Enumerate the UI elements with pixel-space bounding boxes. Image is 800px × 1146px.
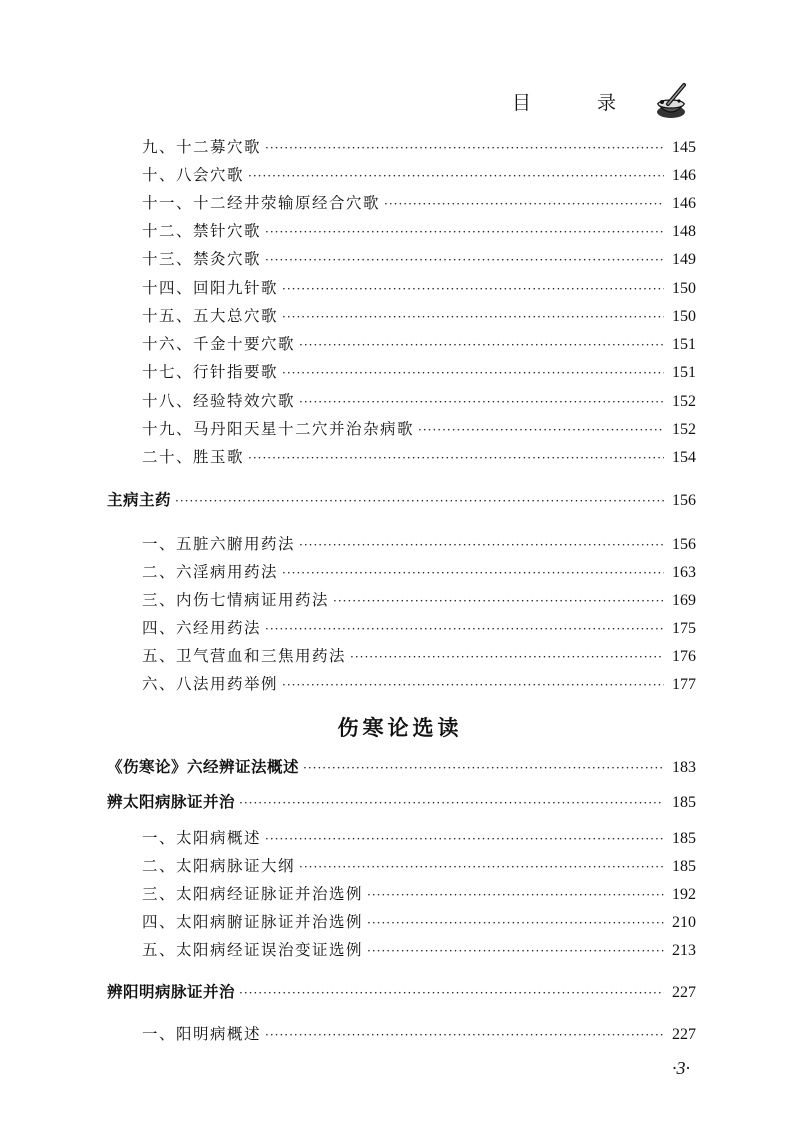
toc-entry[interactable] (142, 163, 696, 185)
toc-entry[interactable] (142, 219, 696, 241)
toc-entry[interactable] (142, 826, 696, 848)
toc-entry-label: 一、阳明病概述 (142, 1025, 262, 1043)
toc-entry-label: 十五、五大总穴歌 (142, 307, 279, 325)
toc-entry-label: 九、十二募穴歌 (142, 138, 262, 156)
toc-entry[interactable] (142, 191, 696, 213)
toc-entry-label: 六、八法用药举例 (142, 675, 279, 693)
leader-dots (265, 141, 664, 155)
toc-entry-page: 192 (672, 886, 696, 903)
toc-entry-page: 210 (672, 914, 696, 931)
leader-dots (350, 650, 664, 664)
header-title: 目 录 (511, 91, 646, 114)
leader-dots (248, 169, 664, 183)
toc-entry-label: 三、内伤七情病证用药法 (142, 591, 330, 609)
toc-entry-label: 十一、十二经井荥输原经合穴歌 (142, 194, 381, 212)
leader-dots (299, 538, 664, 552)
toc-entry-label: 十二、禁针穴歌 (142, 222, 262, 240)
toc-entry-label: 十六、千金十要穴歌 (142, 335, 296, 353)
toc-entry[interactable] (142, 360, 696, 382)
toc-entry-label: 四、太阳病腑证脉证并治选例 (142, 913, 364, 931)
toc-chapter-page: 227 (672, 984, 696, 1001)
toc-entry[interactable] (142, 882, 696, 904)
toc-entry[interactable] (142, 247, 696, 269)
leader-dots (175, 494, 664, 508)
toc-entry-page: 152 (672, 393, 696, 410)
toc-chapter-page: 156 (672, 492, 696, 509)
toc-entry[interactable] (142, 304, 696, 326)
page-header (512, 80, 692, 122)
leader-dots (299, 338, 664, 352)
toc-chapter-label: 辨太阳病脉证并治 (107, 793, 236, 811)
toc-entry-page: 149 (672, 251, 696, 268)
toc-entry-page: 176 (672, 648, 696, 665)
toc-entry-page: 148 (672, 223, 696, 240)
toc-entry[interactable] (142, 910, 696, 932)
leader-dots (367, 944, 664, 958)
leader-dots (239, 986, 664, 1000)
toc-entry[interactable] (142, 938, 696, 960)
toc-entry-page: 169 (672, 592, 696, 609)
toc-chapter[interactable] (107, 488, 696, 510)
toc-entry-page: 151 (672, 364, 696, 381)
leader-dots (265, 832, 664, 846)
toc-chapter[interactable] (107, 755, 696, 777)
toc-entry-page: 163 (672, 564, 696, 581)
leader-dots (299, 860, 664, 874)
leader-dots (282, 310, 664, 324)
toc-entry-page: 154 (672, 449, 696, 466)
toc-chapter-label: 辨阳明病脉证并治 (107, 983, 236, 1001)
leader-dots (367, 916, 664, 930)
toc-entry-page: 156 (672, 536, 696, 553)
toc-entry[interactable] (142, 616, 696, 638)
leader-dots (265, 1028, 664, 1042)
page-number: ·3· (672, 1058, 690, 1078)
toc-entry[interactable] (142, 560, 696, 582)
mortar-pestle-icon (650, 80, 692, 122)
toc-chapter-page: 185 (672, 794, 696, 811)
toc-entry[interactable] (142, 532, 696, 554)
toc-entry-label: 二、太阳病脉证大纲 (142, 857, 296, 875)
toc-entry-label: 五、太阳病经证误治变证选例 (142, 941, 364, 959)
toc-entry-page: 150 (672, 308, 696, 325)
toc-entry-page: 175 (672, 620, 696, 637)
leader-dots (282, 366, 664, 380)
leader-dots (239, 796, 664, 810)
toc-entry-label: 十三、禁灸穴歌 (142, 250, 262, 268)
toc-chapter[interactable] (107, 790, 696, 812)
leader-dots (299, 395, 664, 409)
toc-entry-page: 145 (672, 139, 696, 156)
section-title: 伤寒论选读 (337, 715, 463, 740)
toc-entry[interactable] (142, 854, 696, 876)
toc-chapter-label: 《伤寒论》六经辨证法概述 (107, 758, 300, 776)
leader-dots (418, 423, 664, 437)
toc-entry[interactable] (142, 276, 696, 298)
toc-entry-label: 十七、行针指要歌 (142, 363, 279, 381)
toc-entry-label: 十四、回阳九针歌 (142, 279, 279, 297)
toc-entry-page: 146 (672, 167, 696, 184)
toc-entry-label: 一、五脏六腑用药法 (142, 535, 296, 553)
toc-entry-label: 三、太阳病经证脉证并治选例 (142, 885, 364, 903)
toc-entry-page: 152 (672, 421, 696, 438)
toc-entry-page: 150 (672, 280, 696, 297)
toc-entry-page: 151 (672, 336, 696, 353)
leader-dots (265, 225, 664, 239)
toc-entry-label: 十八、经验特效穴歌 (142, 392, 296, 410)
toc-entry-label: 二、六淫病用药法 (142, 563, 279, 581)
leader-dots (367, 888, 664, 902)
leader-dots (333, 594, 664, 608)
leader-dots (282, 282, 664, 296)
toc-chapter-label: 主病主药 (107, 491, 172, 509)
toc-entry-page: 146 (672, 195, 696, 212)
leader-dots (282, 678, 664, 692)
toc-entry-page: 213 (672, 942, 696, 959)
leader-dots (282, 566, 664, 580)
toc-entry[interactable] (142, 417, 696, 439)
leader-dots (265, 622, 664, 636)
toc-entry[interactable] (142, 588, 696, 610)
toc-entry-page: 227 (672, 1026, 696, 1043)
leader-dots (303, 761, 664, 775)
toc-entry-label: 五、卫气营血和三焦用药法 (142, 647, 347, 665)
toc-entry[interactable] (142, 332, 696, 354)
toc-entry-label: 一、太阳病概述 (142, 829, 262, 847)
toc-entry-page: 185 (672, 858, 696, 875)
toc-entry[interactable] (142, 389, 696, 411)
toc-entry[interactable] (142, 1022, 696, 1044)
toc-entry-page: 185 (672, 830, 696, 847)
toc-entry-label: 十、八会穴歌 (142, 166, 245, 184)
toc-entry[interactable] (142, 135, 696, 157)
leader-dots (384, 197, 664, 211)
toc-entry[interactable] (142, 644, 696, 666)
toc-chapter-page: 183 (672, 759, 696, 776)
toc-entry[interactable] (142, 445, 696, 467)
leader-dots (248, 451, 664, 465)
toc-entry-page: 177 (672, 676, 696, 693)
toc-entry[interactable] (142, 672, 696, 694)
leader-dots (265, 253, 664, 267)
toc-entry-label: 十九、马丹阳天星十二穴并治杂病歌 (142, 420, 415, 438)
toc-entry-label: 二十、胜玉歌 (142, 448, 245, 466)
toc-entry-label: 四、六经用药法 (142, 619, 262, 637)
toc-chapter[interactable] (107, 980, 696, 1002)
